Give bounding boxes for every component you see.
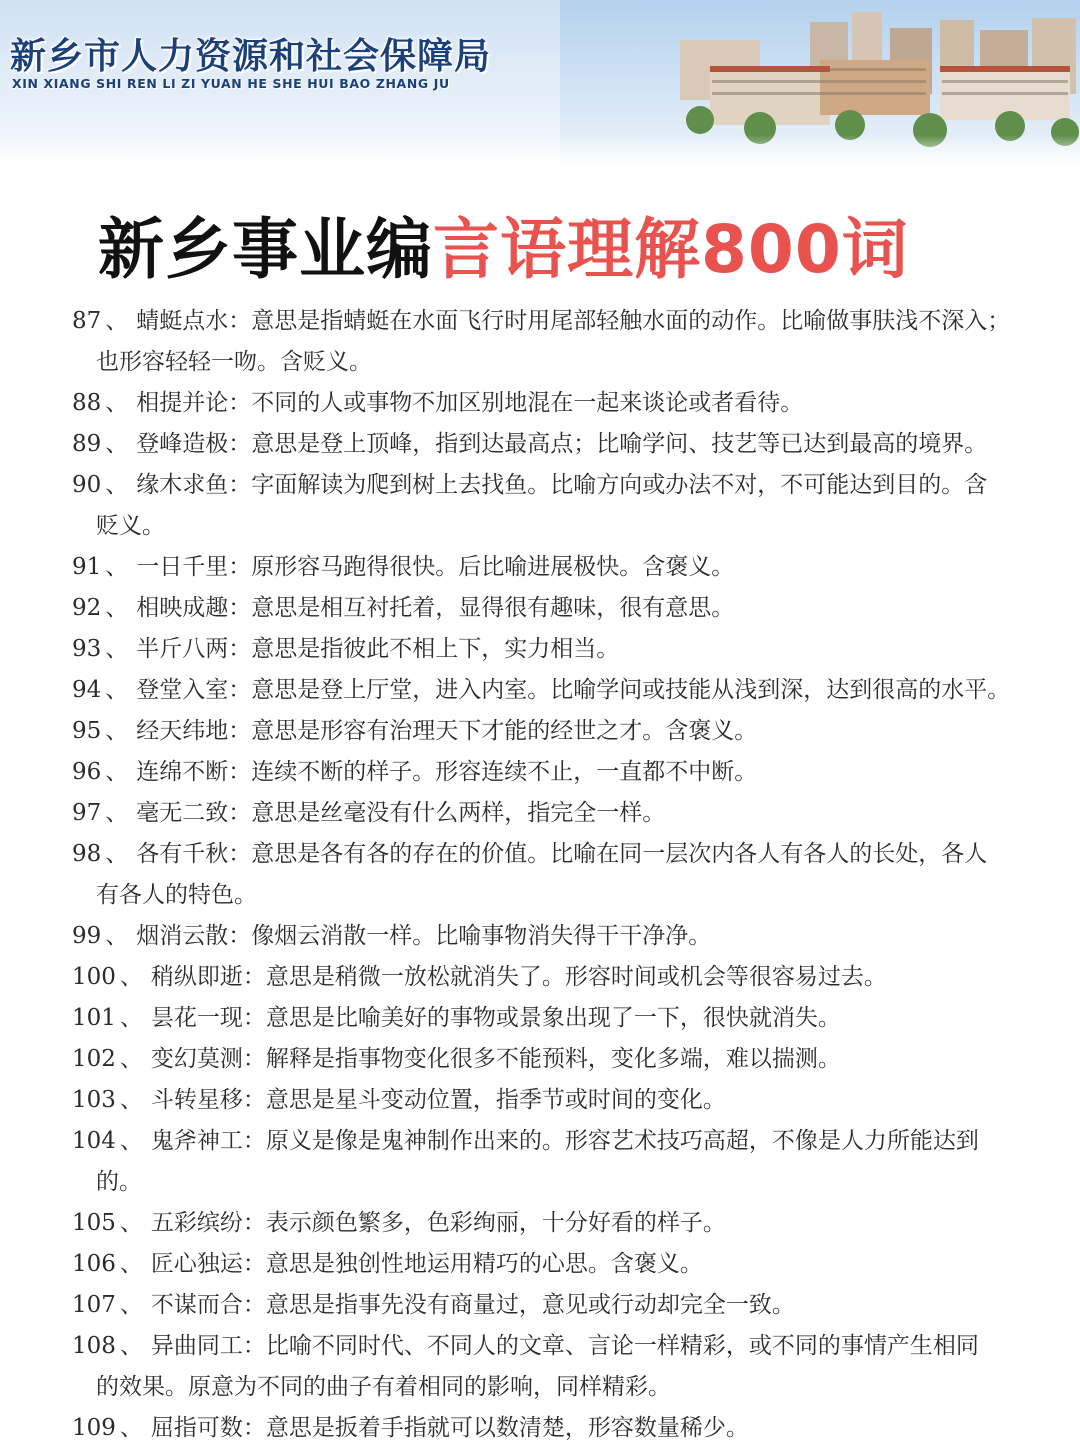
entry-main-line xyxy=(72,424,1032,465)
entry-main-line xyxy=(72,793,1032,834)
entry-term: 一日千里： xyxy=(136,554,252,580)
entry-definition: 意思是指蜻蜓在水面飞行时用尾部轻触水面的动作。比喻做事肤浅不深入； xyxy=(251,308,1011,334)
entry-term: 屈指可数： xyxy=(150,1415,266,1441)
entry-main-line xyxy=(72,1244,1032,1285)
vocabulary-entry xyxy=(72,916,1032,957)
entry-term: 半斤八两： xyxy=(136,636,252,662)
entry-definition: 意思是相互衬托着，显得很有趣味，很有意思。 xyxy=(251,595,735,621)
entry-main-line xyxy=(72,629,1032,670)
entry-number: 96 xyxy=(72,759,102,785)
entry-separator: 、 xyxy=(119,1333,143,1359)
entry-number: 103 xyxy=(72,1087,116,1113)
entry-term: 经天纬地： xyxy=(136,718,252,744)
vocabulary-entry xyxy=(72,1244,1032,1285)
entry-continuation: 的。 xyxy=(96,1169,142,1195)
entry-term: 毫无二致： xyxy=(136,800,252,826)
vocabulary-entry xyxy=(72,301,1032,383)
title-part-black: 新乡事业编 xyxy=(98,211,433,288)
entry-separator: 、 xyxy=(105,390,129,416)
title-part-red: 言语理解800词 xyxy=(433,211,909,288)
entry-main-line xyxy=(72,998,1032,1039)
entry-main-line xyxy=(72,1039,1032,1080)
entry-separator: 、 xyxy=(105,431,129,457)
entry-separator: 、 xyxy=(119,1415,143,1441)
entry-number: 91 xyxy=(72,554,102,580)
entry-definition: 意思是指彼此不相上下，实力相当。 xyxy=(251,636,620,662)
entry-definition: 意思是扳着手指就可以数清楚，形容数量稀少。 xyxy=(265,1415,749,1441)
entry-term: 登堂入室： xyxy=(136,677,252,703)
entry-continuation: 贬义。 xyxy=(96,513,165,539)
entry-definition: 意思是登上顶峰，指到达最高点；比喻学问、技艺等已达到最高的境界。 xyxy=(251,431,988,457)
entry-main-line xyxy=(72,670,1032,711)
entry-continuation: 有各人的特色。 xyxy=(96,882,257,908)
entry-separator: 、 xyxy=(105,308,129,334)
entry-main-line xyxy=(72,1326,1032,1367)
entry-definition: 意思是形容有治理天下才能的经世之才。含褒义。 xyxy=(251,718,758,744)
entry-number: 108 xyxy=(72,1333,116,1359)
entry-definition: 像烟云消散一样。比喻事物消失得干干净净。 xyxy=(251,923,712,949)
vocabulary-entry xyxy=(72,1408,1032,1449)
entry-definition: 意思是星斗变动位置，指季节或时间的变化。 xyxy=(265,1087,726,1113)
entry-main-line xyxy=(72,383,1032,424)
vocabulary-entry xyxy=(72,547,1032,588)
vocabulary-entry xyxy=(72,711,1032,752)
vocabulary-entry xyxy=(72,1121,1032,1203)
entry-main-line xyxy=(72,752,1032,793)
entry-main-line xyxy=(72,588,1032,629)
entry-number: 98 xyxy=(72,841,102,867)
vocabulary-entry xyxy=(72,1039,1032,1080)
entry-term: 烟消云散： xyxy=(136,923,252,949)
entry-term: 连绵不断： xyxy=(136,759,252,785)
entry-separator: 、 xyxy=(105,595,129,621)
vocabulary-entry xyxy=(72,1080,1032,1121)
entry-separator: 、 xyxy=(105,759,129,785)
entry-definition: 原义是像是鬼神制作出来的。形容艺术技巧高超，不像是人力所能达到 xyxy=(265,1128,979,1154)
entry-separator: 、 xyxy=(105,677,129,703)
entry-definition: 不同的人或事物不加区别地混在一起来谈论或者看待。 xyxy=(251,390,804,416)
entry-term: 稍纵即逝： xyxy=(150,964,266,990)
entry-separator: 、 xyxy=(119,1046,143,1072)
entry-definition: 解释是指事物变化很多不能预料，变化多端，难以揣测。 xyxy=(265,1046,841,1072)
entry-separator: 、 xyxy=(119,1251,143,1277)
vocabulary-entry xyxy=(72,1326,1032,1408)
vocabulary-list xyxy=(72,301,1032,1449)
entry-separator: 、 xyxy=(105,554,129,580)
entry-main-line xyxy=(72,547,1032,588)
entry-number: 88 xyxy=(72,390,102,416)
entry-term: 各有千秋： xyxy=(136,841,252,867)
bureau-name: 新乡市人力资源和社会保障局 xyxy=(10,36,492,77)
entry-number: 97 xyxy=(72,800,102,826)
entry-term: 匠心独运： xyxy=(150,1251,266,1277)
city-skyline-photo xyxy=(560,0,1080,165)
entry-definition: 表示颜色繁多，色彩绚丽，十分好看的样子。 xyxy=(265,1210,726,1236)
entry-definition: 意思是登上厅堂，进入内室。比喻学问或技能从浅到深，达到很高的水平。 xyxy=(251,677,1011,703)
entry-number: 92 xyxy=(72,595,102,621)
entry-main-line xyxy=(72,1080,1032,1121)
entry-number: 90 xyxy=(72,472,102,498)
entry-definition: 意思是各有各的存在的价值。比喻在同一层次内各人有各人的长处，各人 xyxy=(251,841,988,867)
entry-definition: 比喻不同时代、不同人的文章、言论一样精彩，或不同的事情产生相同 xyxy=(265,1333,979,1359)
entry-number: 101 xyxy=(72,1005,116,1031)
entry-definition: 意思是比喻美好的事物或景象出现了一下，很快就消失。 xyxy=(265,1005,841,1031)
vocabulary-entry xyxy=(72,834,1032,916)
page-title xyxy=(98,196,909,291)
entry-main-line xyxy=(72,1203,1032,1244)
entry-definition: 意思是稍微一放松就消失了。形容时间或机会等很容易过去。 xyxy=(265,964,887,990)
entry-definition: 连续不断的样子。形容连续不止，一直都不中断。 xyxy=(251,759,758,785)
entry-number: 94 xyxy=(72,677,102,703)
entry-separator: 、 xyxy=(105,923,129,949)
entry-number: 105 xyxy=(72,1210,116,1236)
entry-number: 104 xyxy=(72,1128,116,1154)
entry-number: 109 xyxy=(72,1415,116,1441)
vocabulary-entry xyxy=(72,383,1032,424)
entry-number: 87 xyxy=(72,308,102,334)
entry-term: 相映成趣： xyxy=(136,595,252,621)
entry-number: 102 xyxy=(72,1046,116,1072)
entry-continuation: 也形容轻轻一吻。含贬义。 xyxy=(96,349,372,375)
entry-separator: 、 xyxy=(105,636,129,662)
vocabulary-entry xyxy=(72,1285,1032,1326)
entry-separator: 、 xyxy=(105,472,129,498)
entry-main-line xyxy=(72,1408,1032,1449)
entry-definition: 原形容马跑得很快。后比喻进展极快。含褒义。 xyxy=(251,554,735,580)
entry-main-line xyxy=(72,834,1032,875)
header-banner xyxy=(0,0,1080,165)
vocabulary-entry xyxy=(72,793,1032,834)
entry-main-line xyxy=(72,957,1032,998)
entry-definition: 字面解读为爬到树上去找鱼。比喻方向或办法不对，不可能达到目的。含 xyxy=(251,472,988,498)
entry-definition: 意思是指事先没有商量过，意见或行动却完全一致。 xyxy=(265,1292,795,1318)
vocabulary-entry xyxy=(72,424,1032,465)
entry-term: 不谋而合： xyxy=(150,1292,266,1318)
entry-number: 89 xyxy=(72,431,102,457)
entry-main-line xyxy=(72,711,1032,752)
entry-main-line xyxy=(72,916,1032,957)
entry-term: 缘木求鱼： xyxy=(136,472,252,498)
entry-separator: 、 xyxy=(105,800,129,826)
entry-definition: 意思是丝毫没有什么两样，指完全一样。 xyxy=(251,800,666,826)
entry-term: 变幻莫测： xyxy=(150,1046,266,1072)
entry-term: 昙花一现： xyxy=(150,1005,266,1031)
entry-main-line xyxy=(72,465,1032,506)
entry-separator: 、 xyxy=(119,1210,143,1236)
entry-separator: 、 xyxy=(119,964,143,990)
vocabulary-entry xyxy=(72,957,1032,998)
entry-number: 107 xyxy=(72,1292,116,1318)
vocabulary-entry xyxy=(72,670,1032,711)
vocabulary-entry xyxy=(72,1203,1032,1244)
entry-number: 93 xyxy=(72,636,102,662)
entry-number: 95 xyxy=(72,718,102,744)
entry-term: 蜻蜓点水： xyxy=(136,308,252,334)
entry-main-line xyxy=(72,1121,1032,1162)
vocabulary-entry xyxy=(72,629,1032,670)
vocabulary-entry xyxy=(72,588,1032,629)
entry-separator: 、 xyxy=(105,841,129,867)
vocabulary-entry xyxy=(72,998,1032,1039)
bureau-pinyin: XIN XIANG SHI REN LI ZI YUAN HE SHE HUI BAO ZHANG JU xyxy=(12,76,450,91)
entry-main-line xyxy=(72,1285,1032,1326)
entry-separator: 、 xyxy=(119,1128,143,1154)
vocabulary-entry xyxy=(72,465,1032,547)
entry-continuation: 的效果。原意为不同的曲子有着相同的影响，同样精彩。 xyxy=(96,1374,671,1400)
entry-term: 相提并论： xyxy=(136,390,252,416)
entry-number: 100 xyxy=(72,964,116,990)
entry-number: 106 xyxy=(72,1251,116,1277)
entry-term: 登峰造极： xyxy=(136,431,252,457)
entry-definition: 意思是独创性地运用精巧的心思。含褒义。 xyxy=(265,1251,703,1277)
entry-separator: 、 xyxy=(119,1087,143,1113)
entry-term: 五彩缤纷： xyxy=(150,1210,266,1236)
entry-separator: 、 xyxy=(119,1005,143,1031)
entry-term: 鬼斧神工： xyxy=(150,1128,266,1154)
entry-term: 斗转星移： xyxy=(150,1087,266,1113)
entry-number: 99 xyxy=(72,923,102,949)
entry-separator: 、 xyxy=(105,718,129,744)
vocabulary-entry xyxy=(72,752,1032,793)
entry-main-line xyxy=(72,301,1032,342)
entry-separator: 、 xyxy=(119,1292,143,1318)
entry-term: 异曲同工： xyxy=(150,1333,266,1359)
